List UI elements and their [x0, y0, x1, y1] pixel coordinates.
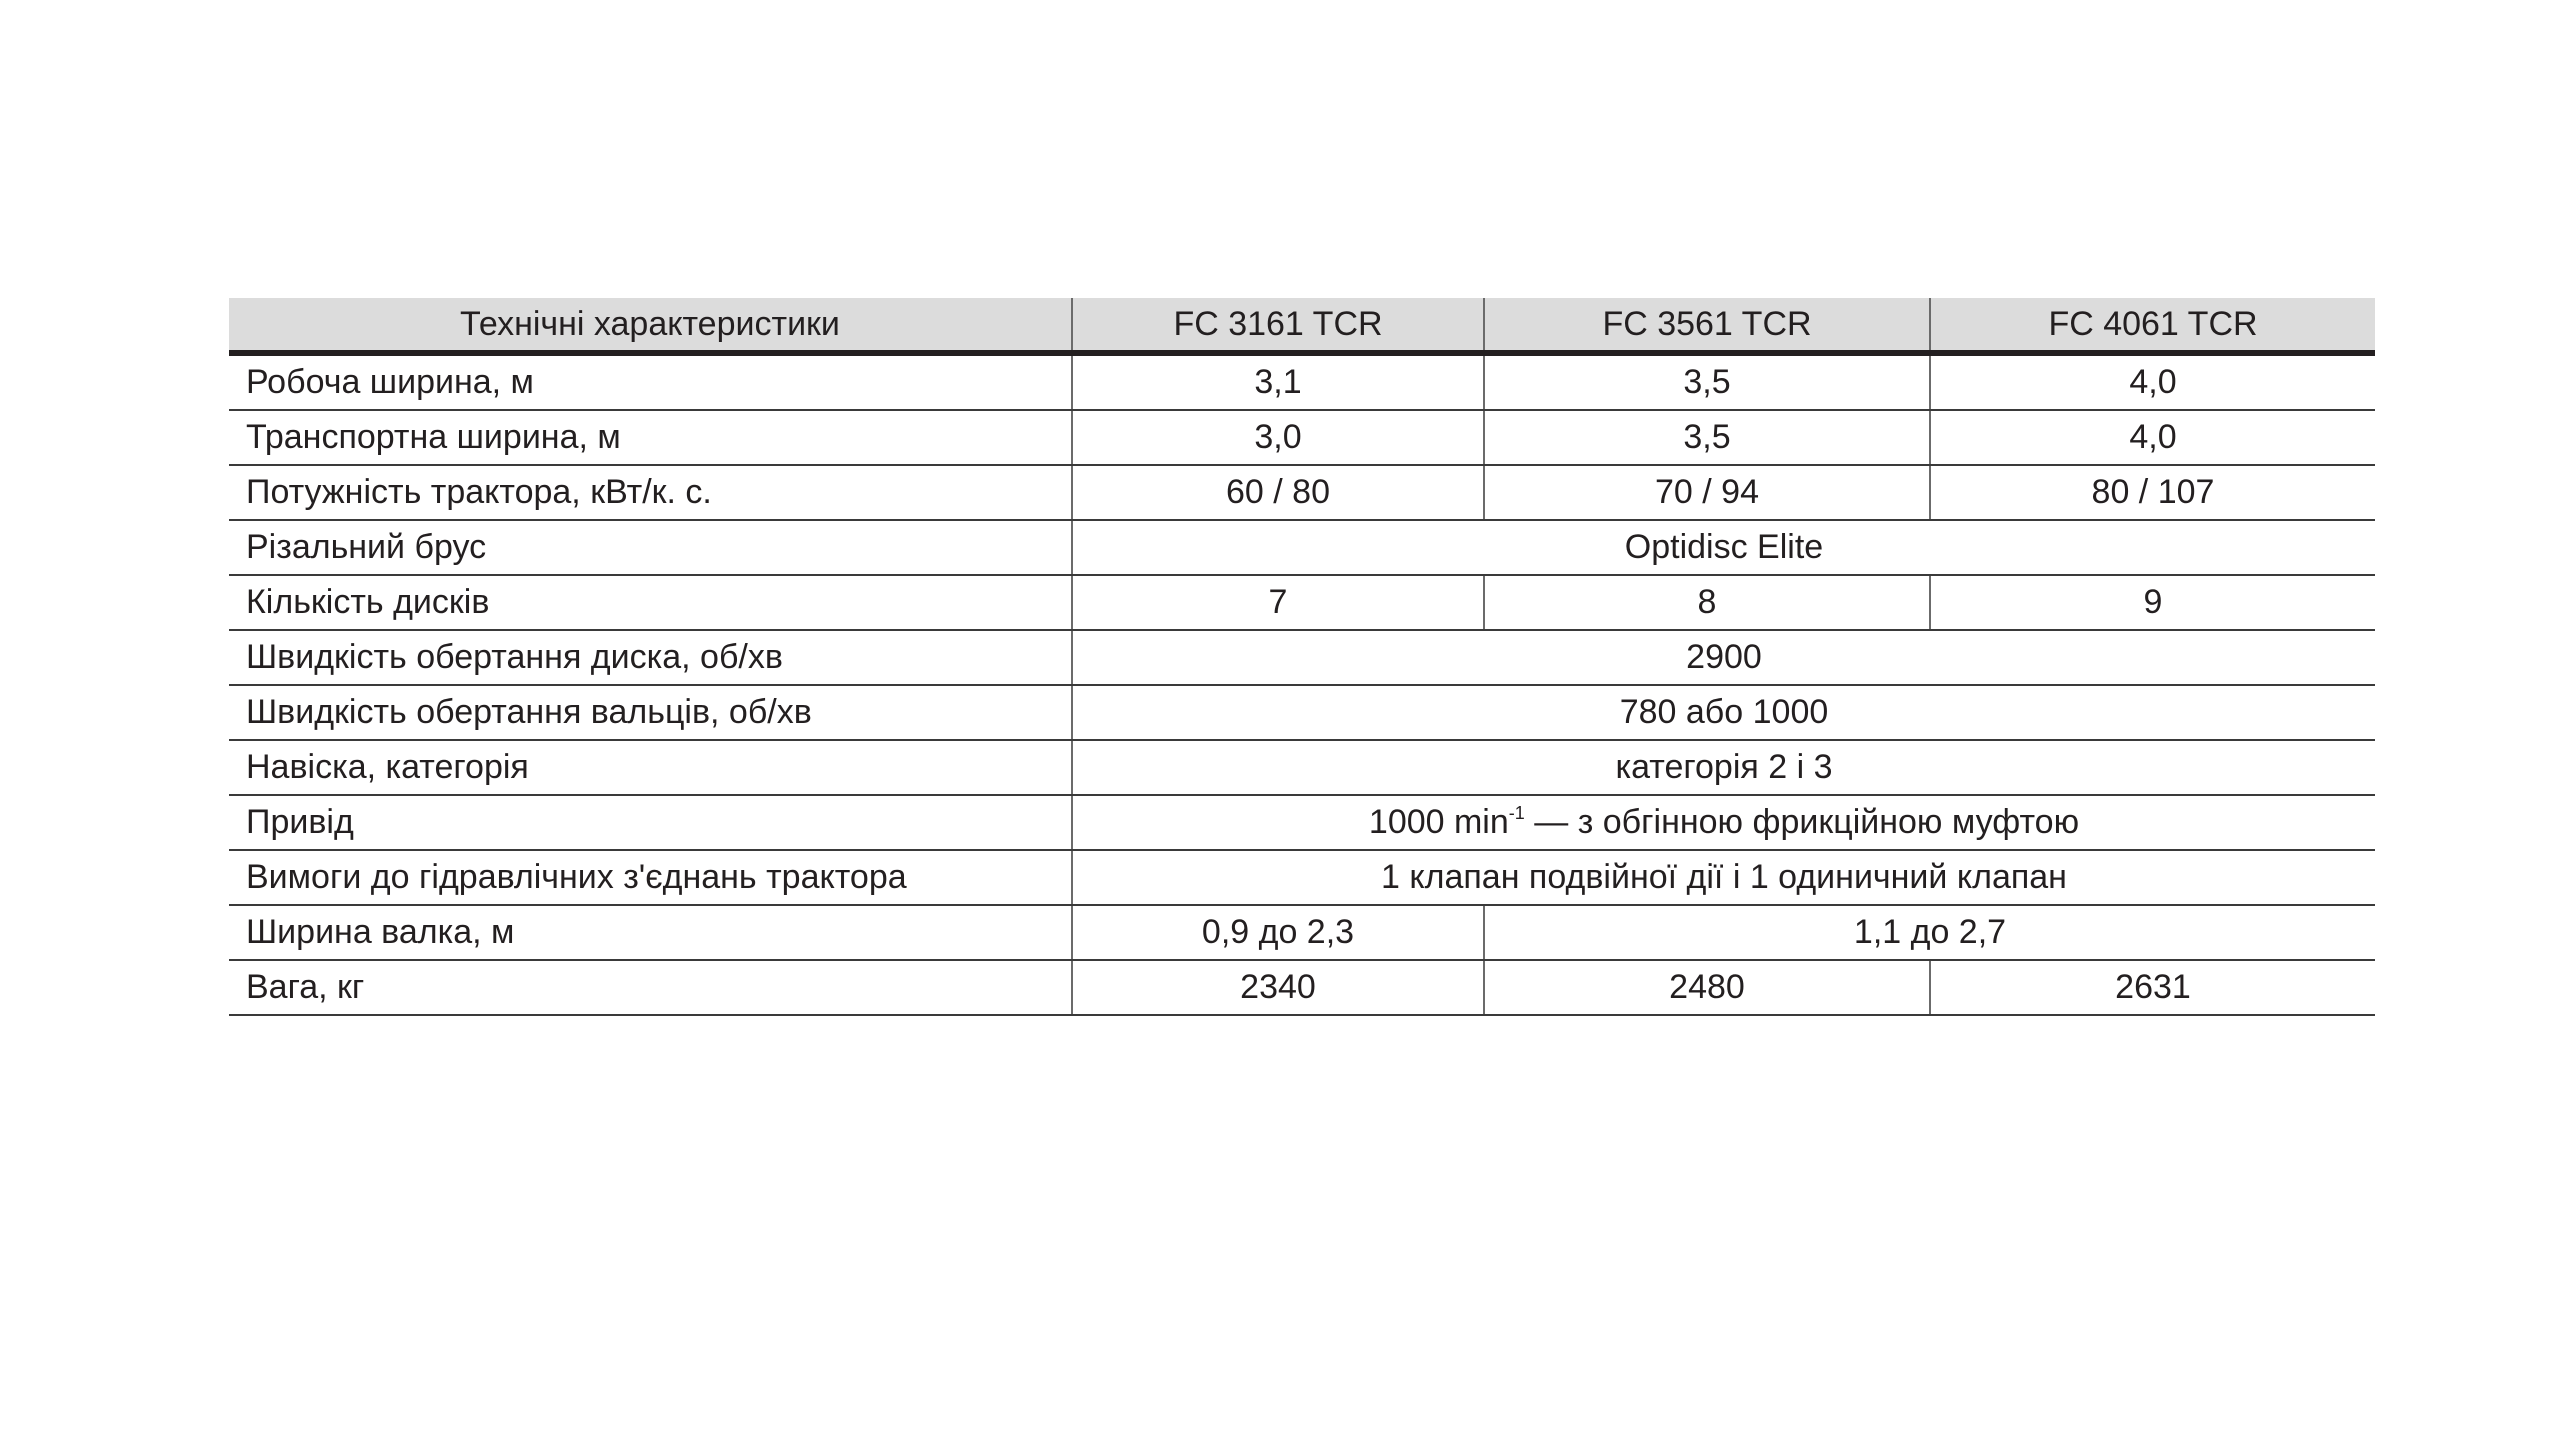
table-cell: 3,5 [1484, 353, 1930, 410]
table-row [229, 740, 2375, 795]
table-cell: категорія 2 і 3 [1072, 740, 2375, 795]
table-row [229, 850, 2375, 905]
table-row [229, 520, 2375, 575]
table-cell: 2900 [1072, 630, 2375, 685]
table-cell: 3,0 [1072, 410, 1484, 465]
row-label: Робоча ширина, м [229, 353, 1072, 410]
table-cell: 9 [1930, 575, 2375, 630]
spec-table [229, 298, 2375, 1016]
row-label: Вага, кг [229, 960, 1072, 1015]
table-row [229, 795, 2375, 850]
table-cell: 3,1 [1072, 353, 1484, 410]
table-cell: 2631 [1930, 960, 2375, 1015]
table-row [229, 410, 2375, 465]
table-header-row [229, 298, 2375, 353]
table-cell: 4,0 [1930, 353, 2375, 410]
table-row [229, 685, 2375, 740]
table-cell: 1,1 до 2,7 [1484, 905, 2375, 960]
table-cell: Optidisc Elite [1072, 520, 2375, 575]
table-row [229, 905, 2375, 960]
table-cell: 2480 [1484, 960, 1930, 1015]
header-model-fc3161: FC 3161 TCR [1072, 298, 1484, 353]
header-model-fc3561: FC 3561 TCR [1484, 298, 1930, 353]
row-label: Транспортна ширина, м [229, 410, 1072, 465]
table-cell [1072, 795, 2375, 850]
row-label: Вимоги до гідравлічних з'єднань трактора [229, 850, 1072, 905]
table-row [229, 630, 2375, 685]
table-row [229, 960, 2375, 1015]
row-label: Привід [229, 795, 1072, 850]
table-cell: 60 / 80 [1072, 465, 1484, 520]
table-cell: 1 клапан подвійної дії і 1 одиничний клапан [1072, 850, 2375, 905]
row-label: Ширина валка, м [229, 905, 1072, 960]
table-row [229, 353, 2375, 410]
row-label: Швидкість обертання диска, об/хв [229, 630, 1072, 685]
table-cell: 4,0 [1930, 410, 2375, 465]
row-label: Швидкість обертання вальців, об/хв [229, 685, 1072, 740]
table-row [229, 465, 2375, 520]
table-cell: 2340 [1072, 960, 1484, 1015]
table-cell: 780 або 1000 [1072, 685, 2375, 740]
drive-value-superscript: -1 [1508, 803, 1525, 823]
table-row [229, 575, 2375, 630]
header-model-fc4061: FC 4061 TCR [1930, 298, 2375, 353]
row-label: Потужність трактора, кВт/к. с. [229, 465, 1072, 520]
table-cell: 8 [1484, 575, 1930, 630]
header-parameter: Технічні характеристики [229, 298, 1072, 353]
row-label: Кількість дисків [229, 575, 1072, 630]
row-label: Навіска, категорія [229, 740, 1072, 795]
table-cell: 7 [1072, 575, 1484, 630]
table-cell: 3,5 [1484, 410, 1930, 465]
drive-value: 1000 min [1368, 803, 1509, 841]
table-cell: 80 / 107 [1930, 465, 2375, 520]
drive-value-suffix: — з обгінною фрикційною муфтою [1524, 803, 2080, 841]
row-label: Різальний брус [229, 520, 1072, 575]
table-cell: 0,9 до 2,3 [1072, 905, 1484, 960]
table-cell: 70 / 94 [1484, 465, 1930, 520]
